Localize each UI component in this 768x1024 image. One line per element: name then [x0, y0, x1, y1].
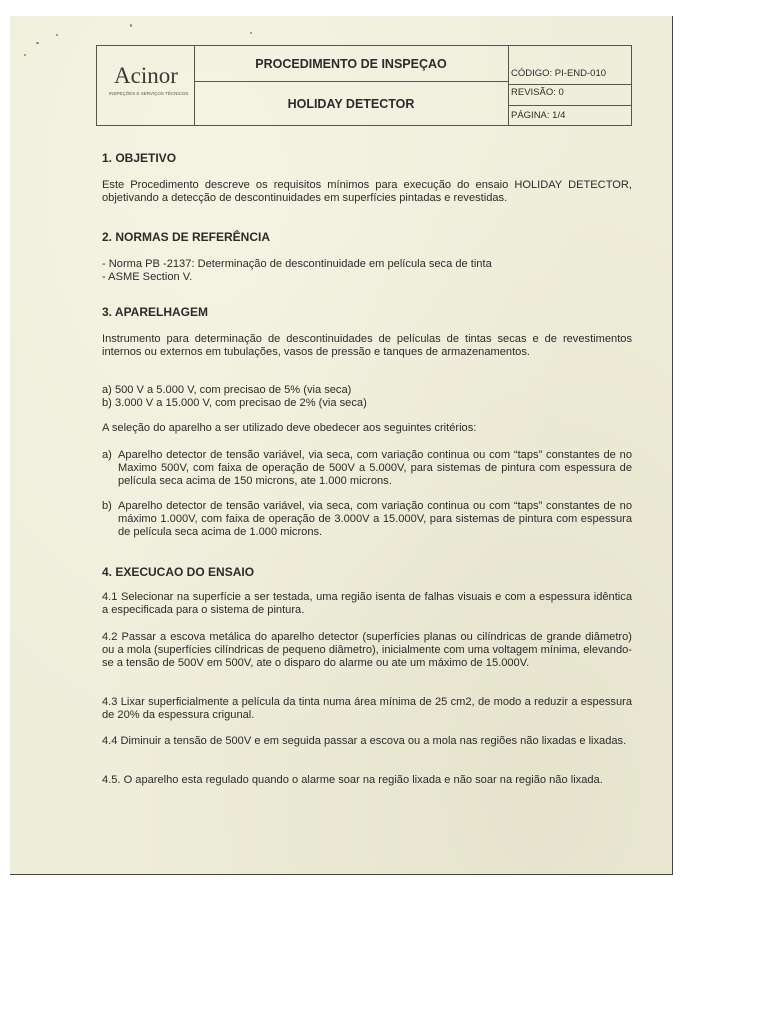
section-title-execucao: 4. EXECUCAO DO ENSAIO [102, 565, 255, 579]
criteria-item [102, 449, 632, 488]
normas-item: - ASME Section V. [102, 271, 193, 283]
section-title-aparelhagem: 3. APARELHAGEM [102, 305, 209, 319]
objetivo-text: Este Procedimento descreve os requisitos mínimos para execução do ensaio HOLIDAY DETECTOR, objetivando a detecção de descontinuidades em superfícies pintadas e revestidas. [102, 179, 632, 204]
document-subtitle: HOLIDAY DETECTOR [287, 96, 415, 111]
execucao-step: 4.5. O aparelho esta regulado quando o alarme soar na região lixada e não soar na região não lixada. [102, 774, 603, 786]
codigo-field: CÓDIGO: PI-END-010 [509, 68, 631, 85]
revisao-field: REVISÃO: 0 [509, 87, 631, 106]
execucao-step: 4.4 Diminuir a tensão de 500V e em seguida passar a escova ou a mola nas regiões não lixadas e lixadas. [102, 735, 627, 747]
range-item: a) 500 V a 5.000 V, com precisao de 5% (via seca) [102, 384, 352, 396]
scanned-page [10, 16, 673, 875]
normas-item: - Norma PB -2137: Determinação de descontinuidade em película seca de tinta [102, 258, 492, 270]
logo-tagline: INSPEÇÕES E SERVIÇOS TÉCNICOS [109, 91, 189, 96]
criteria-intro: A seleção do aparelho a ser utilizado deve obedecer aos seguintes critérios: [102, 422, 477, 434]
execucao-step: 4.1 Selecionar na superfície a ser testada, uma região isenta de falhas visuais e com a espessura idêntica a especificada para o sistema de pintura. [102, 591, 632, 616]
criteria-label: a) [102, 449, 112, 461]
document-header [96, 45, 632, 126]
execucao-step: 4.3 Lixar superficialmente a película da tinta numa área mínima de 25 cm2, de modo a reduzir a espessura de 20% da espessura crigunal. [102, 696, 632, 721]
execucao-step: 4.2 Passar a escova metálica do aparelho detector (superfícies planas ou cilíndricas de grande diâmetro) ou a mola (superfícies cilíndricas de pequeno diâmetro), inicialmente com uma voltagem mínima, elevando-se a tensão de 500V em 500V, ate o disparo do alarme ou ate um máximo de 15.000V. [102, 631, 632, 669]
pagina-field: PÁGINA: 1/4 [511, 110, 566, 121]
document-title: PROCEDIMENTO DE INSPEÇAO [194, 46, 508, 82]
criteria-label: b) [102, 500, 112, 512]
acinor-logo: Acinor [114, 63, 178, 88]
meta-cell [509, 46, 631, 125]
section-title-objetivo: 1. OBJETIVO [102, 151, 177, 165]
criteria-item [102, 500, 632, 539]
section-title-normas: 2. NORMAS DE REFERÊNCIA [102, 230, 271, 244]
criteria-text: Aparelho detector de tensão variável, via seca, com variação continua ou com “taps” constantes de no máximo 1.000V, com faixa de operação de 3.000V a 15.000V, para sistemas de pintura com espessura de película seca acima de 1.000 microns. [118, 500, 632, 538]
range-item: b) 3.000 V a 15.000 V, com precisao de 2% (via seca) [102, 397, 367, 409]
aparelhagem-intro: Instrumento para determinação de descontinuidades de películas de tintas secas e de revestimentos internos ou externos em tubulações, vasos de pressão e tanques de armazenamentos. [102, 333, 632, 358]
title-cell [194, 46, 509, 125]
logo-cell [97, 46, 195, 125]
criteria-text: Aparelho detector de tensão variável, via seca, com variação continua ou com “taps” constantes de no Maximo 500V, com faixa de operação de 500V a 5.000V, para sistemas de pintura com espessura de película seca acima de 150 microns, ate 1.000 microns. [118, 449, 632, 487]
